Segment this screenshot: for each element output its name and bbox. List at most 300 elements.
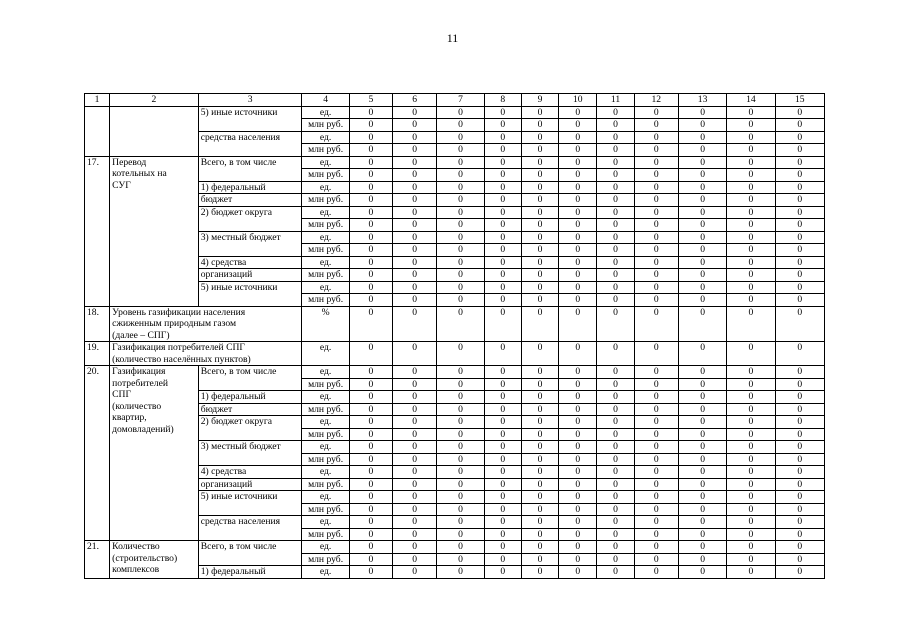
value-cell: 0 <box>727 219 775 232</box>
source-label: 1) федеральный <box>198 566 302 579</box>
column-header: 11 <box>597 94 634 107</box>
value-cell: 0 <box>727 528 775 541</box>
value-cell: 0 <box>775 131 824 144</box>
value-cell: 0 <box>437 294 484 307</box>
value-cell: 0 <box>597 441 634 454</box>
value-cell: 0 <box>775 306 824 342</box>
value-cell: 0 <box>484 416 521 429</box>
value-cell: 0 <box>349 441 392 454</box>
value-cell: 0 <box>559 453 597 466</box>
value-cell: 0 <box>484 106 521 119</box>
value-cell: 0 <box>393 453 437 466</box>
value-cell: 0 <box>597 119 634 132</box>
blank-cell <box>85 106 110 156</box>
unit-cell: ед. <box>302 416 349 429</box>
value-cell: 0 <box>521 294 558 307</box>
value-cell: 0 <box>597 366 634 379</box>
unit-cell: ед. <box>302 516 349 529</box>
value-cell: 0 <box>349 503 392 516</box>
value-cell: 0 <box>678 269 726 282</box>
value-cell: 0 <box>559 244 597 257</box>
value-cell: 0 <box>484 231 521 244</box>
value-cell: 0 <box>727 366 775 379</box>
unit-cell: млн руб. <box>302 144 349 157</box>
value-cell: 0 <box>393 491 437 504</box>
value-cell: 0 <box>678 491 726 504</box>
value-cell: 0 <box>393 169 437 182</box>
value-cell: 0 <box>521 541 558 554</box>
value-cell: 0 <box>484 366 521 379</box>
value-cell: 0 <box>484 281 521 294</box>
value-cell: 0 <box>393 503 437 516</box>
value-cell: 0 <box>393 231 437 244</box>
value-cell: 0 <box>559 466 597 479</box>
value-cell: 0 <box>393 131 437 144</box>
value-cell: 0 <box>727 206 775 219</box>
value-cell: 0 <box>678 219 726 232</box>
value-cell: 0 <box>521 169 558 182</box>
unit-cell: ед. <box>302 441 349 454</box>
page-number: 11 <box>446 31 459 45</box>
source-label: организаций <box>198 269 302 282</box>
value-cell: 0 <box>437 306 484 342</box>
table-row <box>85 306 825 342</box>
unit-cell: ед. <box>302 231 349 244</box>
value-cell: 0 <box>597 281 634 294</box>
column-header: 4 <box>302 94 349 107</box>
value-cell: 0 <box>437 119 484 132</box>
value-cell: 0 <box>678 231 726 244</box>
value-cell: 0 <box>678 281 726 294</box>
value-cell: 0 <box>484 219 521 232</box>
value-cell: 0 <box>634 219 678 232</box>
value-cell: 0 <box>678 206 726 219</box>
value-cell: 0 <box>437 516 484 529</box>
value-cell: 0 <box>521 181 558 194</box>
source-label: 1) федеральный <box>198 391 302 404</box>
value-cell: 0 <box>775 231 824 244</box>
value-cell: 0 <box>393 528 437 541</box>
value-cell: 0 <box>634 491 678 504</box>
indicator-name-line: потребителей <box>112 377 168 389</box>
value-cell: 0 <box>559 441 597 454</box>
value-cell: 0 <box>634 366 678 379</box>
value-cell: 0 <box>349 294 392 307</box>
value-cell: 0 <box>634 231 678 244</box>
value-cell: 0 <box>678 428 726 441</box>
value-cell: 0 <box>437 219 484 232</box>
value-cell: 0 <box>775 342 824 366</box>
value-cell: 0 <box>437 541 484 554</box>
value-cell: 0 <box>437 491 484 504</box>
value-cell: 0 <box>393 219 437 232</box>
value-cell: 0 <box>559 416 597 429</box>
indicator-name-line: котельных на <box>112 168 167 179</box>
value-cell: 0 <box>521 503 558 516</box>
value-cell: 0 <box>393 441 437 454</box>
source-label: средства населения <box>198 131 302 156</box>
value-cell: 0 <box>484 528 521 541</box>
unit-cell: млн руб. <box>302 169 349 182</box>
value-cell: 0 <box>559 294 597 307</box>
value-cell: 0 <box>484 342 521 366</box>
value-cell: 0 <box>559 119 597 132</box>
unit-cell: млн руб. <box>302 244 349 257</box>
value-cell: 0 <box>775 144 824 157</box>
value-cell: 0 <box>559 366 597 379</box>
value-cell: 0 <box>678 503 726 516</box>
value-cell: 0 <box>437 281 484 294</box>
value-cell: 0 <box>484 453 521 466</box>
unit-cell: ед. <box>302 541 349 554</box>
value-cell: 0 <box>393 541 437 554</box>
value-cell: 0 <box>437 144 484 157</box>
value-cell: 0 <box>484 553 521 566</box>
value-cell: 0 <box>484 391 521 404</box>
value-cell: 0 <box>597 466 634 479</box>
value-cell: 0 <box>634 156 678 169</box>
value-cell: 0 <box>559 219 597 232</box>
value-cell: 0 <box>678 416 726 429</box>
column-header: 8 <box>484 94 521 107</box>
value-cell: 0 <box>775 181 824 194</box>
value-cell: 0 <box>775 403 824 416</box>
value-cell: 0 <box>597 566 634 579</box>
unit-cell: млн руб. <box>302 453 349 466</box>
source-label: 4) средства <box>198 256 302 269</box>
value-cell: 0 <box>484 403 521 416</box>
value-cell: 0 <box>437 466 484 479</box>
indicator-name-line: (строительство) <box>112 552 178 564</box>
value-cell: 0 <box>484 169 521 182</box>
value-cell: 0 <box>678 244 726 257</box>
value-cell: 0 <box>349 181 392 194</box>
value-cell: 0 <box>727 428 775 441</box>
value-cell: 0 <box>393 306 437 342</box>
value-cell: 0 <box>349 428 392 441</box>
unit-cell: ед. <box>302 566 349 579</box>
value-cell: 0 <box>727 169 775 182</box>
value-cell: 0 <box>634 403 678 416</box>
value-cell: 0 <box>597 491 634 504</box>
value-cell: 0 <box>678 156 726 169</box>
value-cell: 0 <box>349 466 392 479</box>
value-cell: 0 <box>484 441 521 454</box>
value-cell: 0 <box>349 478 392 491</box>
value-cell: 0 <box>634 256 678 269</box>
unit-cell: млн руб. <box>302 528 349 541</box>
value-cell: 0 <box>437 269 484 282</box>
value-cell: 0 <box>349 391 392 404</box>
value-cell: 0 <box>727 131 775 144</box>
value-cell: 0 <box>775 491 824 504</box>
value-cell: 0 <box>521 106 558 119</box>
column-header: 6 <box>393 94 437 107</box>
value-cell: 0 <box>634 281 678 294</box>
value-cell: 0 <box>393 256 437 269</box>
value-cell: 0 <box>678 553 726 566</box>
value-cell: 0 <box>521 144 558 157</box>
value-cell: 0 <box>727 194 775 207</box>
value-cell: 0 <box>559 181 597 194</box>
value-cell: 0 <box>727 466 775 479</box>
value-cell: 0 <box>393 281 437 294</box>
value-cell: 0 <box>559 156 597 169</box>
source-label: 5) иные источники <box>198 281 302 306</box>
table-row <box>85 342 825 366</box>
unit-cell: ед. <box>302 366 349 379</box>
value-cell: 0 <box>727 391 775 404</box>
value-cell: 0 <box>559 231 597 244</box>
value-cell: 0 <box>678 541 726 554</box>
value-cell: 0 <box>521 366 558 379</box>
source-label: 1) федеральный <box>198 181 302 194</box>
value-cell: 0 <box>634 441 678 454</box>
value-cell: 0 <box>727 156 775 169</box>
value-cell: 0 <box>437 441 484 454</box>
value-cell: 0 <box>559 403 597 416</box>
value-cell: 0 <box>437 106 484 119</box>
value-cell: 0 <box>521 231 558 244</box>
value-cell: 0 <box>775 281 824 294</box>
value-cell: 0 <box>521 416 558 429</box>
value-cell: 0 <box>678 441 726 454</box>
value-cell: 0 <box>437 453 484 466</box>
table-row <box>85 156 825 169</box>
value-cell: 0 <box>727 566 775 579</box>
value-cell: 0 <box>597 416 634 429</box>
value-cell: 0 <box>775 219 824 232</box>
value-cell: 0 <box>727 541 775 554</box>
value-cell: 0 <box>559 131 597 144</box>
value-cell: 0 <box>349 144 392 157</box>
source-label: бюджет <box>198 403 302 416</box>
value-cell: 0 <box>597 256 634 269</box>
column-header: 3 <box>198 94 302 107</box>
value-cell: 0 <box>559 342 597 366</box>
value-cell: 0 <box>559 566 597 579</box>
value-cell: 0 <box>484 306 521 342</box>
value-cell: 0 <box>521 378 558 391</box>
value-cell: 0 <box>775 378 824 391</box>
table-row <box>85 106 825 119</box>
value-cell: 0 <box>393 466 437 479</box>
value-cell: 0 <box>597 378 634 391</box>
value-cell: 0 <box>775 366 824 379</box>
column-header: 10 <box>559 94 597 107</box>
value-cell: 0 <box>521 194 558 207</box>
value-cell: 0 <box>559 528 597 541</box>
column-header: 15 <box>775 94 824 107</box>
unit-cell: млн руб. <box>302 294 349 307</box>
value-cell: 0 <box>727 256 775 269</box>
value-cell: 0 <box>349 269 392 282</box>
source-label: организаций <box>198 478 302 491</box>
value-cell: 0 <box>678 366 726 379</box>
value-cell: 0 <box>349 566 392 579</box>
value-cell: 0 <box>727 281 775 294</box>
value-cell: 0 <box>521 342 558 366</box>
value-cell: 0 <box>349 306 392 342</box>
value-cell: 0 <box>521 566 558 579</box>
value-cell: 0 <box>484 269 521 282</box>
value-cell: 0 <box>559 206 597 219</box>
indicator-name-line: Газификация потребителей СПГ <box>112 342 245 353</box>
unit-cell: ед. <box>302 391 349 404</box>
value-cell: 0 <box>437 528 484 541</box>
value-cell: 0 <box>678 528 726 541</box>
column-header: 13 <box>678 94 726 107</box>
value-cell: 0 <box>678 119 726 132</box>
unit-cell: ед. <box>302 156 349 169</box>
value-cell: 0 <box>597 144 634 157</box>
value-cell: 0 <box>437 566 484 579</box>
value-cell: 0 <box>349 416 392 429</box>
value-cell: 0 <box>521 269 558 282</box>
value-cell: 0 <box>597 503 634 516</box>
value-cell: 0 <box>484 428 521 441</box>
value-cell: 0 <box>437 244 484 257</box>
value-cell: 0 <box>775 169 824 182</box>
row-number: 20. <box>85 366 110 541</box>
value-cell: 0 <box>775 256 824 269</box>
indicator-name-line: Перевод <box>112 156 147 168</box>
indicator-name-line: (количество населённых пунктов) <box>112 353 251 365</box>
value-cell: 0 <box>634 169 678 182</box>
column-header: 7 <box>437 94 484 107</box>
value-cell: 0 <box>634 181 678 194</box>
value-cell: 0 <box>437 181 484 194</box>
source-label: 5) иные источники <box>198 491 302 516</box>
unit-cell: ед. <box>302 106 349 119</box>
value-cell: 0 <box>678 566 726 579</box>
value-cell: 0 <box>349 378 392 391</box>
value-cell: 0 <box>484 244 521 257</box>
value-cell: 0 <box>597 169 634 182</box>
table-row <box>85 541 825 554</box>
value-cell: 0 <box>521 206 558 219</box>
value-cell: 0 <box>393 181 437 194</box>
value-cell: 0 <box>521 466 558 479</box>
value-cell: 0 <box>437 378 484 391</box>
value-cell: 0 <box>349 231 392 244</box>
value-cell: 0 <box>678 403 726 416</box>
indicator-name-line: домовладений) <box>112 423 174 435</box>
unit-cell: ед. <box>302 181 349 194</box>
value-cell: 0 <box>484 466 521 479</box>
blank-cell <box>110 106 199 156</box>
value-cell: 0 <box>727 144 775 157</box>
value-cell: 0 <box>727 503 775 516</box>
value-cell: 0 <box>775 553 824 566</box>
value-cell: 0 <box>393 553 437 566</box>
value-cell: 0 <box>437 503 484 516</box>
value-cell: 0 <box>678 169 726 182</box>
indicator-name <box>110 541 199 579</box>
value-cell: 0 <box>559 169 597 182</box>
value-cell: 0 <box>484 256 521 269</box>
unit-cell: ед. <box>302 491 349 504</box>
indicator-name-line: СПГ <box>112 389 132 400</box>
indicator-name <box>110 306 302 342</box>
column-header: 2 <box>110 94 199 107</box>
value-cell: 0 <box>634 269 678 282</box>
row-number: 21. <box>85 541 110 579</box>
value-cell: 0 <box>559 516 597 529</box>
value-cell: 0 <box>727 441 775 454</box>
value-cell: 0 <box>634 119 678 132</box>
value-cell: 0 <box>634 516 678 529</box>
value-cell: 0 <box>393 106 437 119</box>
unit-cell: млн руб. <box>302 378 349 391</box>
value-cell: 0 <box>521 156 558 169</box>
unit-cell: млн руб. <box>302 269 349 282</box>
indicator-name-line: (количество <box>112 400 162 412</box>
value-cell: 0 <box>634 541 678 554</box>
value-cell: 0 <box>597 231 634 244</box>
value-cell: 0 <box>521 528 558 541</box>
value-cell: 0 <box>484 194 521 207</box>
unit-cell: ед. <box>302 342 349 366</box>
column-header: 1 <box>85 94 110 107</box>
value-cell: 0 <box>393 156 437 169</box>
value-cell: 0 <box>437 156 484 169</box>
source-label: средства населения <box>198 516 302 541</box>
value-cell: 0 <box>521 441 558 454</box>
unit-cell: % <box>302 306 349 342</box>
value-cell: 0 <box>437 206 484 219</box>
value-cell: 0 <box>484 378 521 391</box>
value-cell: 0 <box>597 306 634 342</box>
value-cell: 0 <box>484 541 521 554</box>
value-cell: 0 <box>393 144 437 157</box>
indicator-name-line: Уровень газификации населения <box>112 306 246 318</box>
value-cell: 0 <box>484 131 521 144</box>
value-cell: 0 <box>775 441 824 454</box>
value-cell: 0 <box>727 491 775 504</box>
value-cell: 0 <box>727 416 775 429</box>
value-cell: 0 <box>521 244 558 257</box>
value-cell: 0 <box>634 453 678 466</box>
value-cell: 0 <box>678 181 726 194</box>
value-cell: 0 <box>597 528 634 541</box>
value-cell: 0 <box>484 181 521 194</box>
value-cell: 0 <box>634 391 678 404</box>
value-cell: 0 <box>597 244 634 257</box>
source-label: Всего, в том числе <box>198 366 302 391</box>
value-cell: 0 <box>349 206 392 219</box>
value-cell: 0 <box>634 144 678 157</box>
table-row <box>85 94 825 107</box>
indicator-name <box>110 366 199 541</box>
source-label: бюджет <box>198 194 302 207</box>
value-cell: 0 <box>597 391 634 404</box>
value-cell: 0 <box>634 244 678 257</box>
unit-cell: млн руб. <box>302 194 349 207</box>
value-cell: 0 <box>727 306 775 342</box>
value-cell: 0 <box>634 478 678 491</box>
value-cell: 0 <box>437 553 484 566</box>
indicator-name-line: Количество <box>112 541 160 552</box>
value-cell: 0 <box>727 342 775 366</box>
unit-cell: ед. <box>302 131 349 144</box>
value-cell: 0 <box>349 342 392 366</box>
value-cell: 0 <box>775 503 824 516</box>
value-cell: 0 <box>597 106 634 119</box>
value-cell: 0 <box>437 391 484 404</box>
value-cell: 0 <box>634 294 678 307</box>
value-cell: 0 <box>727 478 775 491</box>
